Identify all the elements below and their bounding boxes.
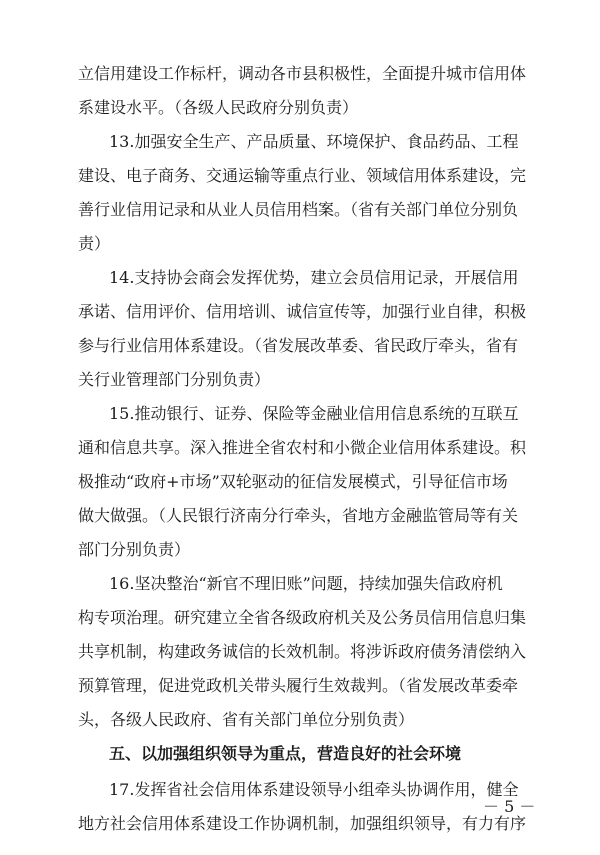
text-line: 部门分别负责） bbox=[78, 540, 191, 559]
text-line: 极推动“政府+市场”双轮驱动的征信发展模式，引导征信市场 bbox=[78, 472, 508, 491]
text-line: 承诺、信用评价、信用培训、诚信宣传等，加强行业自律，积极 bbox=[78, 302, 527, 321]
text-line: 15.推动银行、证券、保险等金融业信用信息系统的互联互 bbox=[109, 404, 519, 423]
text-line: 头，各级人民政府、省有关部门单位分别负责） bbox=[78, 710, 415, 729]
text-line: 14.支持协会商会发挥优势，建立会员信用记录，开展信用 bbox=[109, 268, 519, 287]
text-line: 做大做强。（人民银行济南分行牵头，省地方金融监管局等有关 bbox=[78, 506, 519, 525]
text-line: 13.加强安全生产、产品质量、环境保护、食品药品、工程 bbox=[109, 132, 519, 151]
text-line: 共享机制，构建政务诚信的长效机制。将涉诉政府债务清偿纳入 bbox=[78, 642, 527, 661]
text-line: 建设、电子商务、交通运输等重点行业、领域信用体系建设，完 bbox=[78, 166, 527, 185]
text-line: 16.坚决整治“新官不理旧账”问题，持续加强失信政府机 bbox=[109, 574, 503, 593]
text-line: 地方社会信用体系建设工作协调机制，加强组织领导，有力有序 bbox=[78, 814, 527, 833]
text-line: 系建设水平。（各级人民政府分别负责） bbox=[78, 98, 359, 117]
text-line: 善行业信用记录和从业人员信用档案。（省有关部门单位分别负 bbox=[78, 200, 519, 219]
text-line: 17.发挥省社会信用体系建设领导小组牵头协调作用，健全 bbox=[109, 780, 519, 799]
text-line: 构专项治理。研究建立全省各级政府机关及公务员信用信息归集 bbox=[78, 608, 527, 627]
text-line: 责） bbox=[78, 234, 111, 253]
text-line: 关行业管理部门分别负责） bbox=[78, 370, 271, 389]
text-line: 通和信息共享。深入推进全省农村和小微企业信用体系建设。积 bbox=[78, 438, 527, 457]
text-line: 预算管理，促进党政机关带头履行生效裁判。（省发展改革委牵 bbox=[78, 676, 519, 695]
page-number: － 5 － bbox=[483, 797, 536, 816]
section-heading: 五、以加强组织领导为重点，营造良好的社会环境 bbox=[109, 744, 462, 763]
text-line: 立信用建设工作标杆，调动各市县积极性，全面提升城市信用体 bbox=[78, 64, 527, 83]
text-line: 参与行业信用体系建设。（省发展改革委、省民政厅牵头，省有 bbox=[78, 336, 519, 355]
